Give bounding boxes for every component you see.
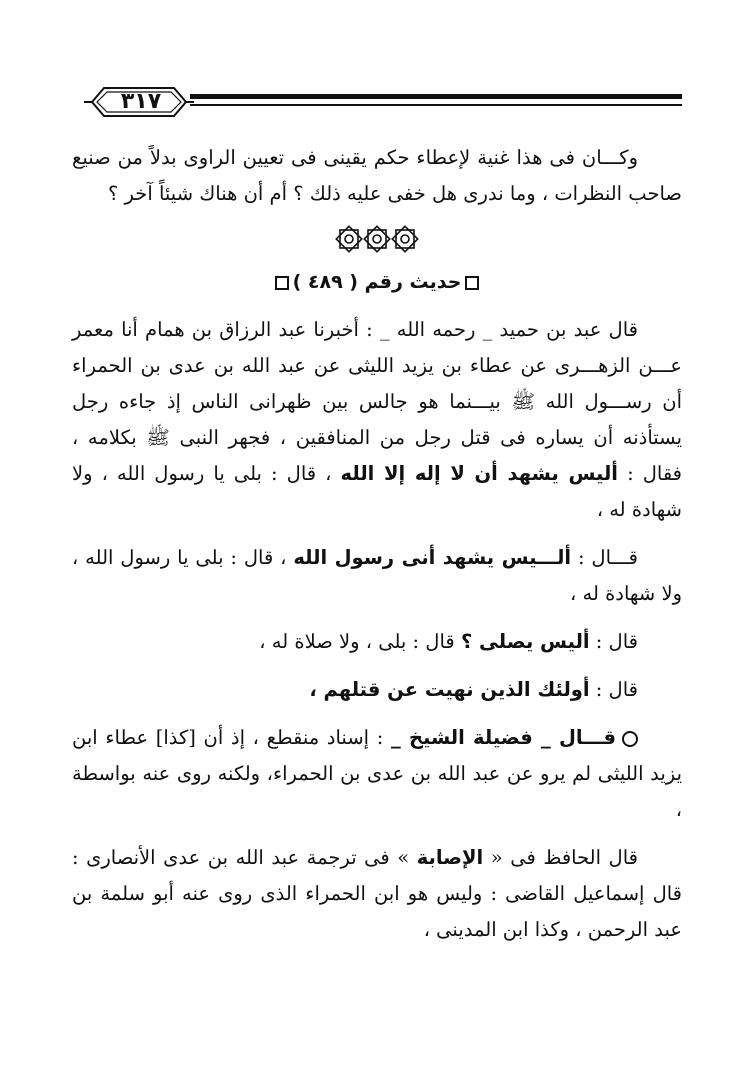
paragraph-7-end: » فى ترجمة عبد الله بن عدى الأنصارى : قال إسماعيل القاضى : وليس هو ابن الحمراء الذى روى عنه أبو سلمة بن عبد الرحمن ، وكذا ابن المدينى ، xyxy=(72,846,682,941)
paragraph-7 xyxy=(72,840,682,948)
paragraph-4-bold: أليس يصلى ؟ xyxy=(460,630,590,653)
paragraph-7-text: قال الحافظ فى « xyxy=(483,846,638,869)
paragraph-6-end: : إسناد منقطع ، إذ أن [كذا] عطاء ابن يزيد الليثى لم يرو عن عبد الله بن عدى بن الحمراء، ولكنه روى عنه بواسطة ، xyxy=(72,726,682,821)
circle-bullet-icon xyxy=(622,731,638,747)
hadith-heading-text: حديث رقم ( ٤٨٩ ) xyxy=(292,271,462,293)
square-bullet-icon xyxy=(465,276,479,290)
paragraph-2-end: ، قال : بلى يا رسول الله ، ولا شهادة له ، xyxy=(72,462,682,521)
paragraph-7-bold: الإصابة xyxy=(416,846,484,869)
paragraph-4-text: قال : xyxy=(589,630,638,653)
triple-star-ornament-icon xyxy=(72,224,682,258)
paragraph-5-bold: أولئك الذين نهيت عن قتلهم ، xyxy=(309,678,590,701)
header-rule-thin xyxy=(190,104,682,106)
page-body xyxy=(72,140,682,960)
paragraph-2-text: قال عبد بن حميد _ رحمه الله _ : أخبرنا عبد الرزاق بن همام أنا معمر عـــن الزهـــرى عن عطاء بن يزيد الليثى عن عبد الله بن عدى بن الحمراء أن رســـول الله ﷺ بيـــنما هو جالس بين ظهرانى الناس إذ جاءه رجل يستأذنه أن يساره فى قتل رجل من المنافقين ، فجهر النبى ﷺ بكلامه ، فقال : xyxy=(72,318,683,485)
paragraph-6 xyxy=(72,720,682,828)
hadith-heading xyxy=(72,264,682,300)
header-rule-thick xyxy=(190,94,682,99)
paragraph-6-bold: قـــال _ فضيلة الشيخ _ xyxy=(390,726,616,749)
paragraph-3-bold: ألـــيس يشهد أنى رسول الله xyxy=(293,546,572,569)
page-header xyxy=(84,82,682,122)
paragraph-3-end: ، قال : بلى يا رسول الله ، ولا شهادة له ، xyxy=(72,546,682,605)
paragraph-5 xyxy=(72,672,682,708)
page-number: ٣١٧ xyxy=(120,89,162,114)
paragraph-3-text: قـــال : xyxy=(571,546,638,569)
paragraph-1: وكـــان فى هذا غنية لإعطاء حكم يقينى فى تعيين الراوى بدلاً من صنيع صاحب النظرات ، وما ندرى هل خفى عليه ذلك ؟ أم أن هناك شيئاً آخر ؟ xyxy=(72,146,682,205)
paragraph-4-end: قال : بلى ، ولا صلاة له ، xyxy=(259,630,461,653)
paragraph-4 xyxy=(72,624,682,660)
paragraph-2 xyxy=(72,312,682,528)
paragraph-2-bold: أليس يشهد أن لا إله إلا الله xyxy=(340,462,618,485)
paragraph-5-text: قال : xyxy=(589,678,638,701)
paragraph-3 xyxy=(72,540,682,612)
square-bullet-icon xyxy=(275,276,289,290)
